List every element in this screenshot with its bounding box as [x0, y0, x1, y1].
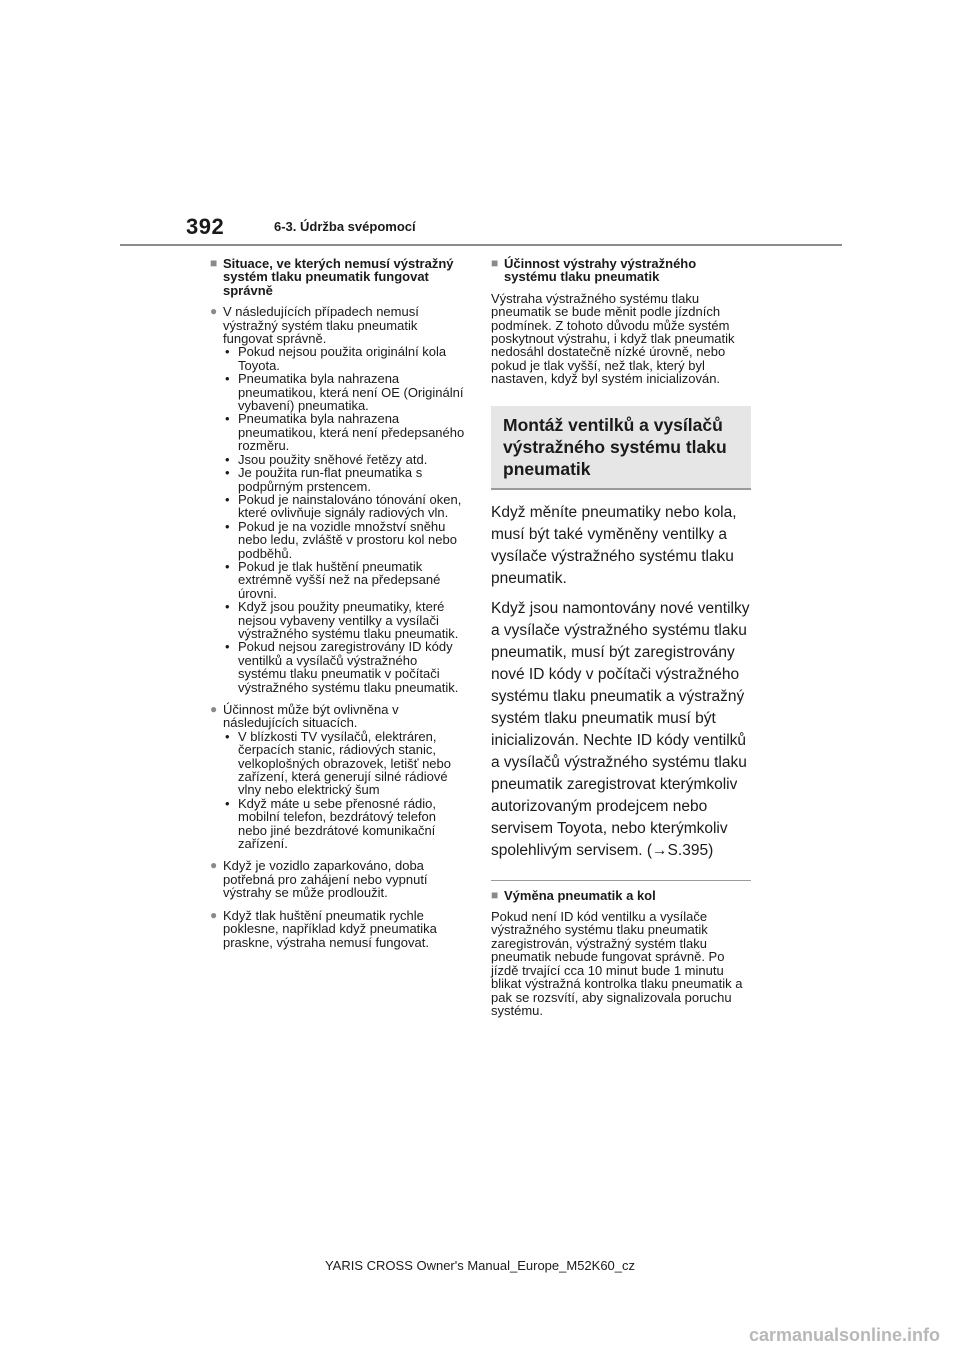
- right-column: [491, 257, 751, 1027]
- circle-bullet-icon: ●: [210, 702, 218, 716]
- square-bullet-icon: ■: [491, 256, 499, 270]
- left-heading: ■ Situace, ve kterých nemusí výstražný systém tlaku pneumatik fungovat správně: [210, 256, 454, 298]
- list-item: ● Když tlak huštění pneumatik rychle poklesne, například když pneumatika praskne, výstraha nemusí fungovat.: [210, 907, 437, 950]
- list-item: • Pneumatika byla nahrazena pneumatikou, která není předepsaného rozměru.: [225, 411, 465, 454]
- left-column: [210, 257, 468, 958]
- right-heading-replacement: ■ Výměna pneumatik a kol: [491, 887, 656, 903]
- list-item: ● Účinnost může být ovlivněna v následujících situacích. • V blízkosti TV vysílačů, elektráren, čerpacích stanic, rádiových stanic, velkoplošných obrazovek, letišť nebo zařízení, která generují silné rádiové vlny nebo elektrický šum • Když máte u sebe přenosné rádio, mobilní telefon, bezdrátový telefon nebo jiné bezdrátové komunikační zařízení.: [210, 703, 468, 850]
- list-item: • Pokud je na vozidle množství sněhu nebo ledu, zvláště v prostoru kol nebo podběhů.: [225, 518, 457, 561]
- header-divider: [120, 244, 842, 246]
- list-item: • Pokud nejsou zaregistrovány ID kódy ventilků a vysílačů výstražného systému tlaku pneumatik v počítači výstražného systému tlaku pneumatik.: [225, 639, 459, 695]
- divider: [491, 880, 751, 881]
- list-item: • Pokud je nainstalováno tónování oken, které ovlivňuje signály radiových vln.: [225, 491, 462, 521]
- list-item: • Jsou použity sněhové řetězy atd.: [225, 451, 428, 467]
- circle-bullet-icon: ●: [210, 907, 218, 922]
- list-item: • Pokud je tlak huštění pneumatik extrémně vyšší než na předepsané úrovni.: [225, 558, 441, 601]
- right-heading-effectiveness: ■ Účinnost výstrahy výstražného systému tlaku pneumatik: [491, 256, 697, 285]
- section-title: 6-3. Údržba svépomocí: [274, 219, 416, 234]
- list-item: • V blízkosti TV vysílačů, elektráren, čerpacích stanic, rádiových stanic, velkoplošných obrazovek, letišť nebo zařízení, která generují silné rádiové vlny nebo elektrický šum: [225, 728, 451, 798]
- situation-list: [223, 730, 468, 851]
- circle-bullet-icon: ●: [210, 858, 218, 873]
- condition-list: [223, 345, 468, 694]
- list-item: ● Když je vozidlo zaparkováno, doba potřebná pro zahájení nebo vypnutí výstrahy se může prodloužit.: [210, 858, 428, 901]
- replacement-paragraph: Pokud není ID kód ventilku a vysílače výstražného systému tlaku pneumatik zaregistrován, výstražný systém tlaku pneumatik nebude fungovat správně. Po jízdě trvající cca 10 minut bude 1 minutu blikat výstražná kontrolka tlaku pneumatik a pak se rozsvítí, aby signalizovala poruchu systému.: [491, 909, 743, 1018]
- square-bullet-icon: ■: [491, 887, 499, 902]
- watermark-logo: carmanualsonline.info: [748, 1325, 940, 1345]
- square-bullet-icon: ■: [210, 256, 218, 270]
- footer-text: YARIS CROSS Owner's Manual_Europe_M52K60_cz: [324, 1258, 636, 1273]
- list-item: • Když máte u sebe přenosné rádio, mobilní telefon, bezdrátový telefon nebo jiné bezdrátové komunikační zařízení.: [225, 795, 437, 852]
- list-item: • Je použita run-flat pneumatika s podpůrným prstencem.: [225, 465, 423, 494]
- body-paragraph: Když měníte pneumatiky nebo kola, musí být také vyměněny ventilky a vysílače výstražného systému tlaku pneumatik.: [491, 503, 737, 587]
- circle-bullet-icon: ●: [210, 304, 218, 319]
- list-item: ● V následujících případech nemusí výstražný systém tlaku pneumatik fungovat správně. • Pokud nejsou použita originální kola Toyota. • Pneumatika byla nahrazena pneumatikou, která není OE (Originální vybavení) pneumatika. • Pneumatika byla nahrazena pneumatikou, která není předepsaného rozměru. • Jsou použity sněhové řetězy atd. • Je použita run-flat pneumatika s podpůrným prstencem. • Pokud je nainstalováno tónování oken, které ovlivňuje signály radiových vln. • Pokud je na vozidle množství sněhu nebo ledu, zvláště v prostoru kol nebo podběhů. • Pokud je tlak huštění pneumatik extrémně vyšší než na předepsané úrovni. • Když jsou použity pneumatiky, které nejsou vybaveny ventilky a vysílači výstražného systému tlaku pneumatik. • Pokud nejsou zaregistrovány ID kódy ventilků a vysílačů výstražného systému tlaku pneumatik v počítači výstražného systému tlaku pneumatik.: [210, 305, 468, 694]
- list-item: • Pneumatika byla nahrazena pneumatikou, která není OE (Originální vybavení) pneumatika.: [225, 371, 464, 414]
- list-item: • Pokud nejsou použita originální kola Toyota.: [225, 344, 447, 373]
- effectiveness-paragraph: Výstraha výstražného systému tlaku pneumatik se bude měnit podle jízdních podmínek. Z tohoto důvodu může systém poskytnout výstrahu, i když tlak pneumatik nedosáhl dostatečně nízké úrovně, nebo pokud je tlak vyšší, než tlak, který byl nastaven, když byl systém inicializován.: [491, 290, 735, 387]
- page-number: 392: [186, 214, 225, 239]
- body-paragraph: Když jsou namontovány nové ventilky a vysílače výstražného systému tlaku pneumatik, musí být zaregistrovány nové ID kódy v počítači výstražného systému tlaku pneumatik a výstražný systém tlaku pneumatik musí být inicializován. Nechte ID kódy ventilků a vysílačů výstražného systému tlaku pneumatik zaregistrovat kterýmkoliv autorizovaným prodejcem nebo servisem Toyota, nebo kterýmkoliv spolehlivým servisem. (→S.395): [491, 599, 750, 859]
- list-item: • Když jsou použity pneumatiky, které nejsou vybaveny ventilky a vysílači výstražného systému tlaku pneumatik.: [225, 599, 459, 641]
- section-heading-box: Montáž ventilků a vysílačů výstražného systému tlaku pneumatik: [491, 406, 751, 490]
